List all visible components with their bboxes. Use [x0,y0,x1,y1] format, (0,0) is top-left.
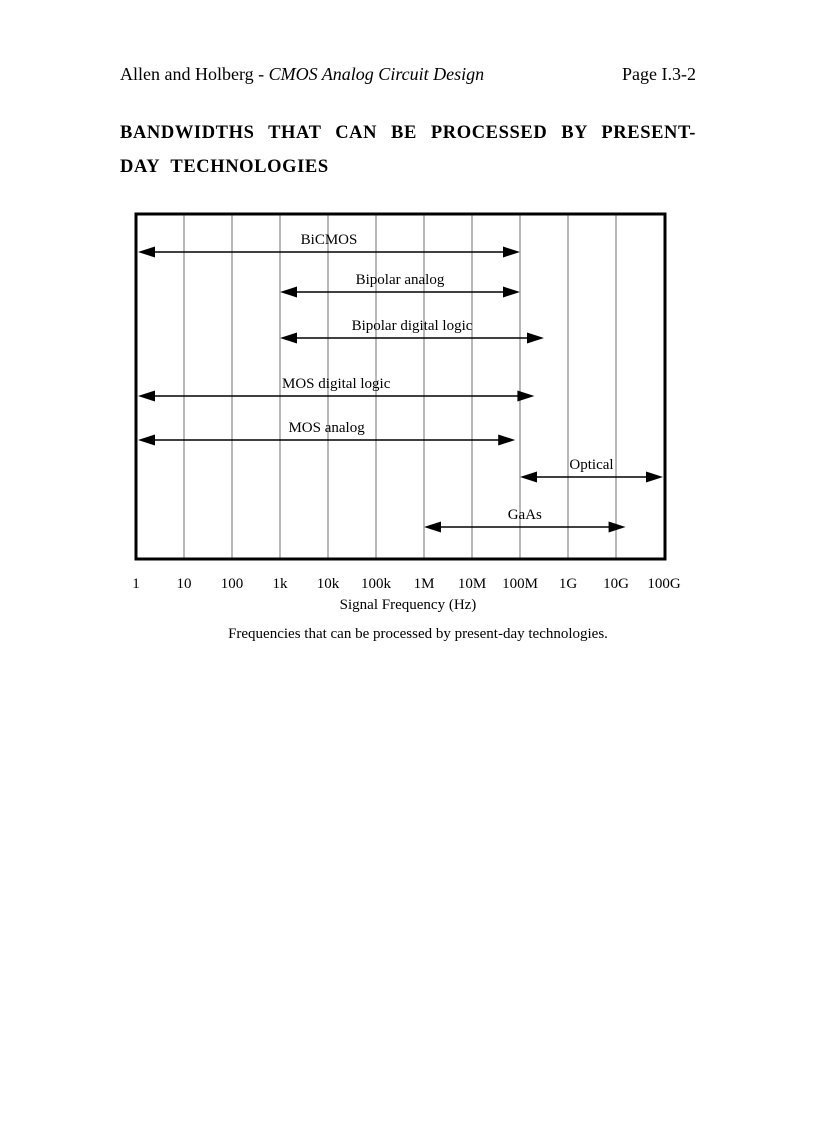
header-authors: Allen and Holberg - [120,64,269,84]
arrowhead-right [503,247,520,258]
arrowhead-right [503,287,520,298]
arrowhead-left [138,247,155,258]
x-tick-label: 100M [502,576,538,592]
arrowhead-left [520,472,537,483]
x-tick-label: 100 [220,576,244,592]
x-tick-label: 10M [457,576,487,592]
arrowhead-right [646,472,663,483]
x-tick-label: 1G [558,576,578,592]
range-bar-label: Bipolar analog [355,272,445,288]
chart-x-tick-labels [132,576,681,592]
arrowhead-right [527,333,544,344]
page-number: Page I.3-2 [622,64,696,84]
x-tick-label: 10G [603,576,629,592]
range-bar-label: GaAs [507,507,542,523]
page-title: BANDWIDTHS THAT CAN BE PROCESSED BY PRESENT-DAY TECHNOLOGIES [120,123,696,177]
arrowhead-left [138,435,155,446]
range-bar-gaas [424,507,626,533]
x-axis-title: Signal Frequency (Hz) [339,597,477,613]
arrowhead-right [517,391,534,402]
x-tick-label: 10 [176,576,192,592]
x-tick-label: 10k [316,576,340,592]
figure-caption: Frequencies that can be processed by present-day technologies. [228,626,608,642]
range-bar-optical [520,457,663,483]
chart-gridlines [184,214,616,559]
range-bar-label: MOS analog [288,420,365,436]
chart-range-bars [138,232,663,533]
arrowhead-left [280,333,297,344]
range-bar-label: Optical [569,457,614,473]
arrowhead-right [609,522,626,533]
range-bar-bipolar-digital-logic [280,318,544,344]
x-tick-label: 1k [272,576,288,592]
range-bar-bipolar-analog [280,272,520,298]
x-tick-label: 1M [413,576,435,592]
arrowhead-right [498,435,515,446]
x-tick-label: 100k [361,576,391,592]
range-bar-mos-digital-logic [138,376,534,402]
x-tick-label: 100G [647,576,681,592]
range-bar-label: MOS digital logic [282,376,391,392]
range-bar-label: Bipolar digital logic [351,318,473,334]
arrowhead-left [280,287,297,298]
chart-frame [136,214,665,559]
range-bar-label: BiCMOS [300,232,358,248]
header-book-title: CMOS Analog Circuit Design [268,64,485,84]
x-tick-label: 1 [132,576,140,592]
range-bar-mos-analog [138,420,515,446]
arrowhead-left [424,522,441,533]
arrowhead-left [138,391,155,402]
